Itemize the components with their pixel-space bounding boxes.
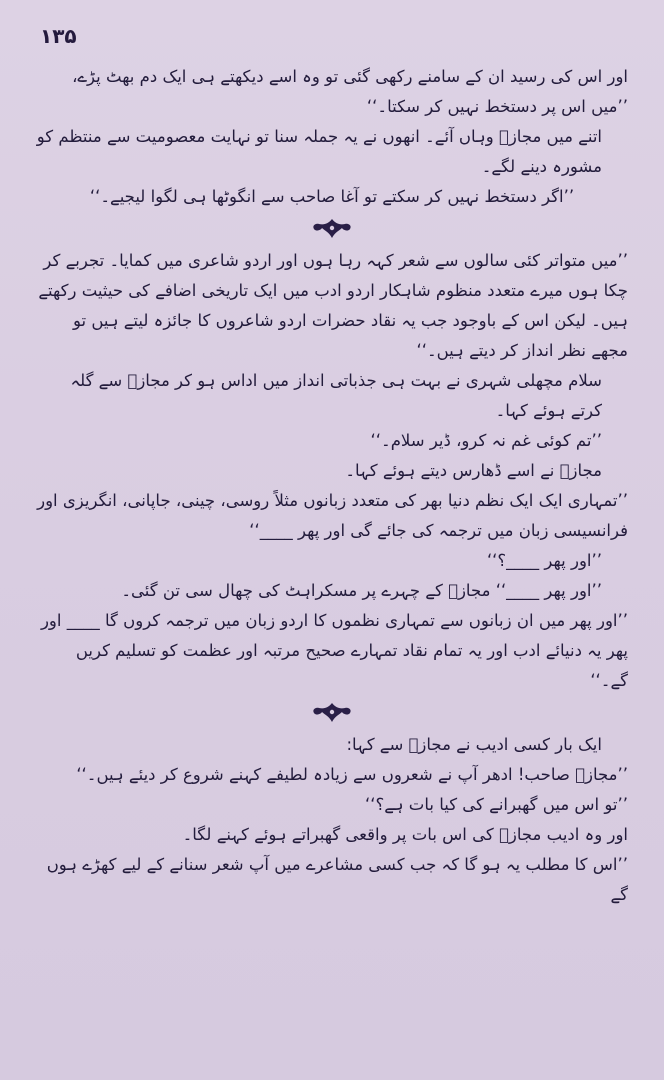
page-body [36, 62, 628, 910]
fleuron-ornament-icon [36, 212, 628, 246]
paragraph: ’’اور پھر میں ان زبانوں سے تمہاری نظموں کا اردو زبان میں ترجمہ کروں گا ____ اور پھر یہ دنیائے ادب اور یہ تمام نقاد تمہارے صحیح مرتبہ اور عظمت کو تسلیم کریں گے۔‘‘ [40, 611, 628, 690]
paragraph: ’’تمہاری ایک ایک نظم دنیا بھر کی متعدد زبانوں مثلاً روسی، چینی، جاپانی، انگریزی اور فرانسیسی زبان میں ترجمہ کی جائے گی اور پھر ____‘‘ [37, 491, 628, 540]
paragraph: ’’مجازؔ صاحب! ادھر آپ نے شعروں سے زیادہ لطیفے کہنے شروع کر دیئے ہیں۔‘‘ [76, 765, 628, 784]
paragraph: اور اس کی رسید ان کے سامنے رکھی گئی تو وہ اسے دیکھتے ہی ایک دم بھٹ پڑے، ’’میں اس پر دستخط نہیں کر سکتا۔‘‘ [72, 67, 628, 116]
paragraph: ’’میں متواتر کئی سالوں سے شعر کہہ رہا ہوں اور اردو شاعری میں کمایا۔ تجربے کر چکا ہوں میرے متعدد منظوم شاہکار اردو ادب میں ایک تاریخی اضافے کی حیثیت رکھتے ہیں۔ لیکن اس کے باوجود جب یہ نقاد حضرات اردو شاعروں کا جائزہ لیتے ہیں تو مجھے نظر انداز کر دیتے ہیں۔‘‘ [38, 251, 628, 360]
paragraph: مجازؔ نے اسے ڈھارس دیتے ہوئے کہا۔ [345, 461, 602, 480]
paragraph: ’’اس کا مطلب یہ ہو گا کہ جب کسی مشاعرے میں آپ شعر سنانے کے لیے کھڑے ہوں گے [46, 855, 628, 904]
paragraph: اور وہ ادیب مجازؔ کی اس بات پر واقعی گھبراتے ہوئے کہنے لگا۔ [182, 825, 628, 844]
paragraph: ’’اگر دستخط نہیں کر سکتے تو آغا صاحب سے انگوٹھا ہی لگوا لیجیے۔‘‘ [89, 187, 575, 206]
paragraph: ’’اور پھر ____؟‘‘ [486, 551, 602, 570]
paragraph: اتنے میں مجازؔ وہاں آئے۔ انھوں نے یہ جملہ سنا تو نہایت معصومیت سے منتظم کو مشورہ دینے لگے۔ [36, 127, 602, 176]
fleuron-ornament-icon [36, 696, 628, 730]
page-number: ۱۳۵ [40, 24, 77, 48]
paragraph: ایک بار کسی ادیب نے مجازؔ سے کہا: [346, 735, 602, 754]
paragraph: ’’اور پھر ____‘‘ مجازؔ کے چہرے پر مسکراہٹ کی چھال سی تن گئی۔ [121, 581, 602, 600]
paragraph: ’’تو اس میں گھبرانے کی کیا بات ہے؟‘‘ [364, 795, 628, 814]
paragraph: سلام مچھلی شہری نے بہت ہی جذباتی انداز میں اداس ہو کر مجازؔ سے گلہ کرتے ہوئے کہا۔ [70, 371, 602, 420]
paragraph: ’’تم کوئی غم نہ کرو، ڈیر سلام۔‘‘ [370, 431, 602, 450]
